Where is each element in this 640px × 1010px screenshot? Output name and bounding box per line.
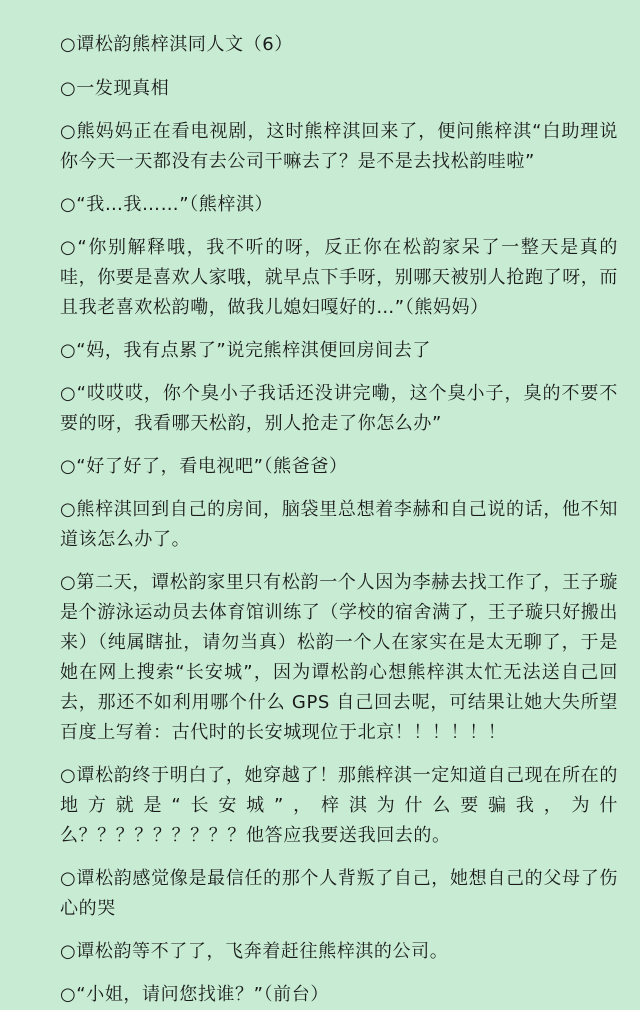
- paragraph: ○“妈，我有点累了”说完熊梓淇便回房间去了: [60, 340, 431, 361]
- paragraph: ○“好了好了，看电视吧”（熊爸爸）: [60, 456, 348, 477]
- paragraph: ○“哎哎哎，你个臭小子我话还没讲完嘞，这个臭小子，臭的不要不要的呀，我看哪天松韵，别人抢走了你怎么办”: [60, 383, 618, 434]
- paragraph: ○谭松韵感觉像是最信任的那个人背叛了自己，她想自己的父母了伤心的哭: [60, 868, 618, 919]
- chapter-heading: ○一发现真相: [60, 78, 170, 99]
- paragraph: ○“我…我……”（熊梓淇）: [60, 194, 274, 215]
- paragraph: ○熊梓淇回到自己的房间，脑袋里总想着李赫和自己说的话，他不知道该怎么办了。: [60, 499, 618, 550]
- paragraph: ○谭松韵等不了了，飞奔着赶往熊梓淇的公司。: [60, 941, 449, 962]
- paragraph: ○“小姐，请问您找谁？”（前台）: [60, 984, 329, 1005]
- paragraph: ○“你别解释哦，我不听的呀，反正你在松韵家呆了一整天是真的哇，你要是喜欢人家哦，就早点下手呀，别哪天被别人抢跑了呀，而且我老喜欢松韵嘞，做我儿媳妇嘎好的…”（熊妈妈）: [60, 237, 618, 318]
- paragraph: ○熊妈妈正在看电视剧，这时熊梓淇回来了，便问熊梓淇“白助理说你今天一天都没有去公司干嘛去了？是不是去找松韵哇啦”: [60, 121, 618, 172]
- paragraph: ○谭松韵终于明白了，她穿越了！那熊梓淇一定知道自己现在所在的地方就是“长安城”，梓淇为什么要骗我，为什么？？？？？？？？？他答应我要送我回去的。: [60, 765, 618, 846]
- paragraph: ○第二天，谭松韵家里只有松韵一个人因为李赫去找工作了，王子璇是个游泳运动员去体育馆训练了（学校的宿舍满了，王子璇只好搬出来）（纯属瞎扯，请勿当真）松韵一个人在家实在是太无聊了，于是她在网上搜索“长安城”，因为谭松韵心想熊梓淇太忙无法送自己回去，那还不如利用哪个什么 GPS 自己回去呢，可结果让她大失所望百度上写着：古代时的长安城现位于北京！！！！！！: [60, 572, 618, 743]
- story-title: ○谭松韵熊梓淇同人文（6）: [60, 34, 293, 55]
